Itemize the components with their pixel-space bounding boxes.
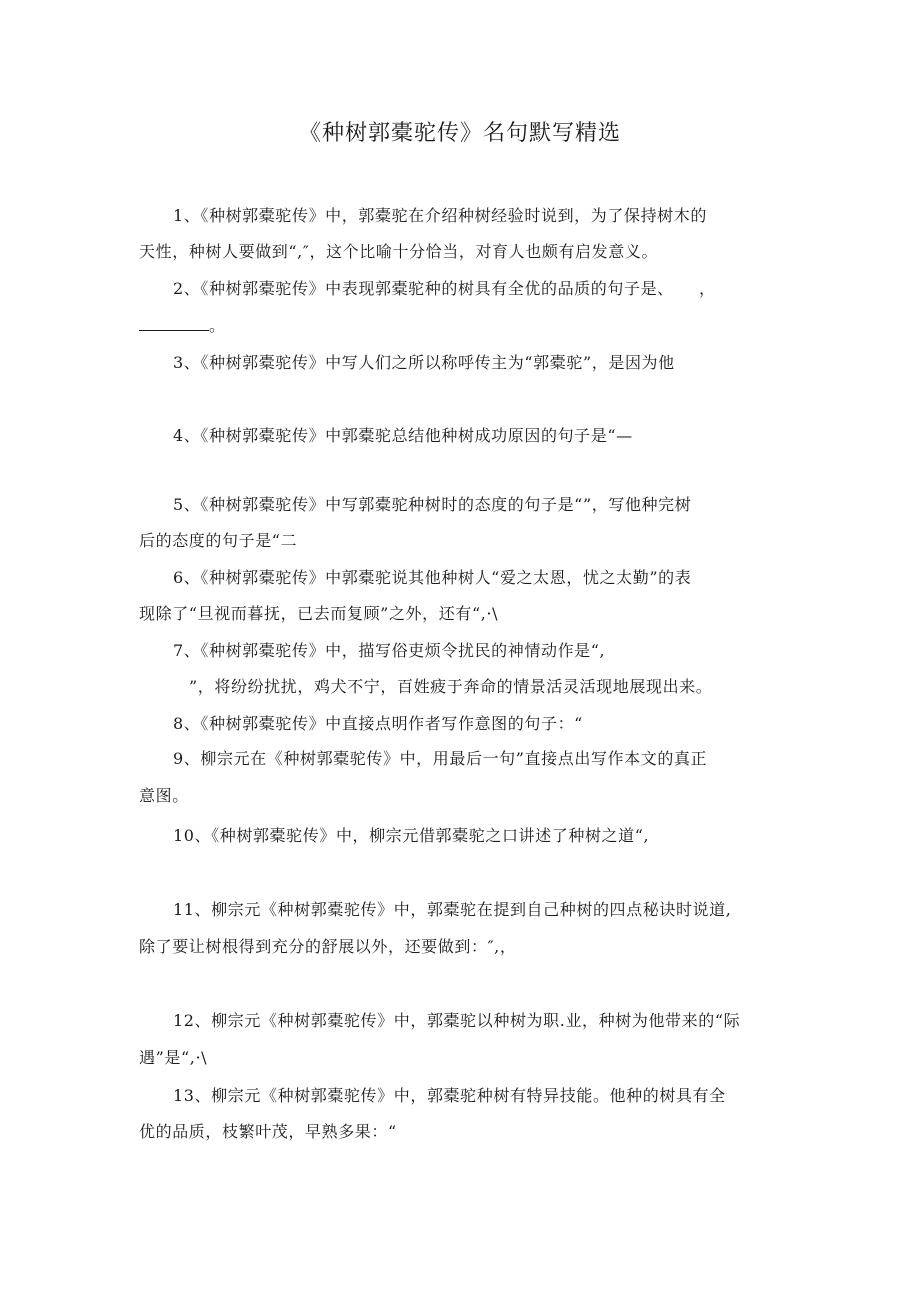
item-4-line-1: 4、《种树郭橐驼传》中郭橐驼总结他种树成功原因的句子是“— <box>173 426 633 445</box>
item-9-line-2: 意图。 <box>139 786 189 805</box>
item-10-line-1: 10、《种树郭橐驼传》中，柳宗元借郭橐驼之口讲述了种树之道“, <box>173 826 650 845</box>
item-2-line-2 <box>139 313 226 336</box>
item-5-line-2: 后的态度的句子是“二 <box>139 531 298 550</box>
item-13-line-1: 13、柳宗元《种树郭橐驼传》中，郭橐驼种树有特异技能。他种的树具有全 <box>173 1086 726 1105</box>
item-12-line-1: 12、柳宗元《种树郭橐驼传》中，郭橐驼以种树为职.业，种树为他带来的“际 <box>173 1011 741 1030</box>
item-7-line-1: 7、《种树郭橐驼传》中，描写俗吏烦令扰民的神情动作是“, <box>173 641 606 660</box>
item-11-line-1: 11、柳宗元《种树郭橐驼传》中，郭橐驼在提到自己种树的四点秘诀时说道, <box>173 900 732 919</box>
item-12-line-2: 遇”是“,·\ <box>139 1048 208 1067</box>
item-13-line-2: 优的品质，枝繁叶茂，早熟多果：“ <box>139 1122 397 1141</box>
item-11-line-2: 除了要让树根得到充分的舒展以外，还要做到：″,， <box>139 937 517 956</box>
item-7-line-2: ”，将纷纷扰扰，鸡犬不宁，百姓疲于奔命的情景活灵活现地展现出来。 <box>189 677 713 696</box>
item-1-line-2: 天性，种树人要做到“,″，这个比喻十分恰当，对育人也颇有启发意义。 <box>139 242 659 261</box>
answer-blank <box>139 316 209 331</box>
item-2-end-mark: 。 <box>209 316 226 335</box>
item-8-line-1: 8、《种树郭橐驼传》中直接点明作者写作意图的句子：“ <box>173 714 583 733</box>
item-5-line-1: 5、《种树郭橐驼传》中写郭橐驼种树时的态度的句子是“”，写他种完树 <box>173 495 692 514</box>
item-6-line-2: 现除了“旦视而暮抚，已去而复顾”之外，还有“,·\ <box>139 604 499 623</box>
item-2-line-1: 2、《种树郭橐驼传》中表现郭橐驼种的树具有全优的品质的句子是、 ， <box>173 279 716 298</box>
item-6-line-1: 6、《种树郭橐驼传》中郭橐驼说其他种树人“爱之太恩，忧之太勤”的表 <box>173 568 692 587</box>
document-title: 《种树郭橐驼传》名句默写精选 <box>298 121 621 146</box>
item-1-line-1: 1、《种树郭橐驼传》中，郭橐驼在介绍种树经验时说到，为了保持树木的 <box>173 206 707 225</box>
item-9-line-1: 9、柳宗元在《种树郭橐驼传》中，用最后一句”直接点出写作本文的真正 <box>173 749 708 768</box>
item-3-line-1: 3、《种树郭橐驼传》中写人们之所以称呼传主为“郭橐驼”，是因为他 <box>173 353 675 372</box>
